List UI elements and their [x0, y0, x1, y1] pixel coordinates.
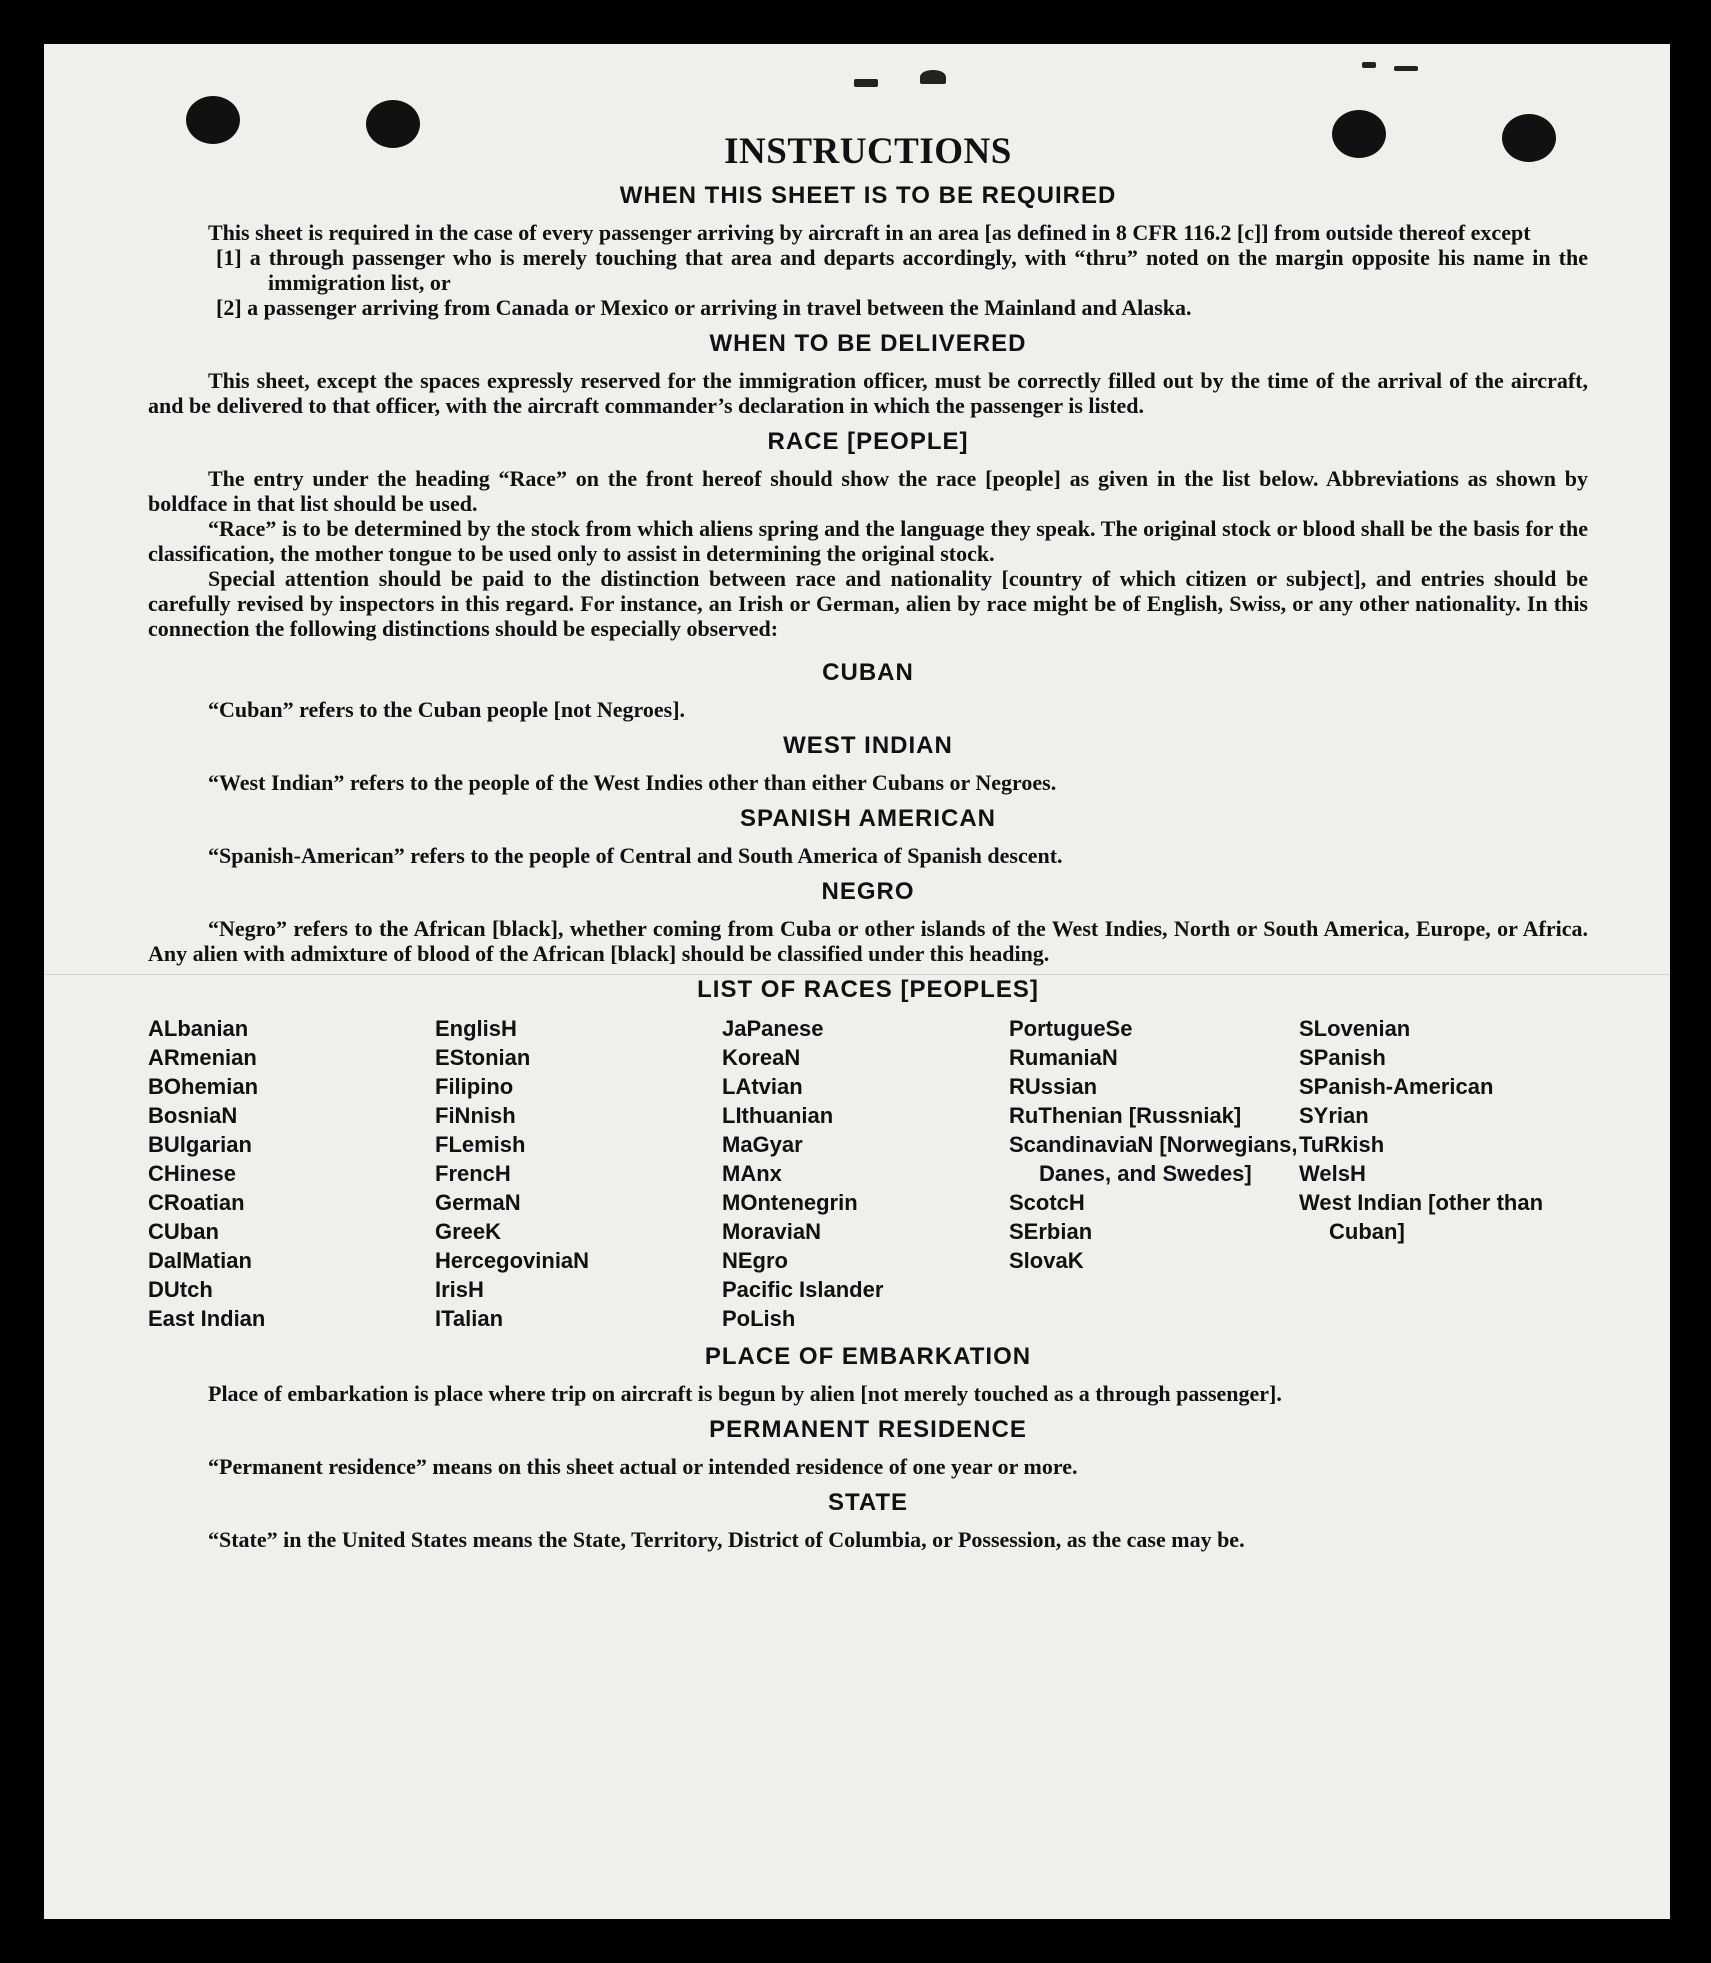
race-column-4 [1009, 1014, 1299, 1333]
race-entry: CUban [148, 1219, 219, 1244]
race-entry: FLemish [435, 1132, 526, 1157]
heading-permanent-residence: PERMANENT RESIDENCE [709, 1416, 1027, 1443]
race-entry: RuThenian [Russniak] [1009, 1103, 1242, 1128]
race-entry: RUssian [1009, 1074, 1098, 1099]
heading-when-delivered: WHEN TO BE DELIVERED [709, 330, 1027, 357]
ink-speck [920, 70, 946, 84]
heading-cuban: CUBAN [822, 659, 914, 686]
race-entry: Filipino [435, 1074, 514, 1099]
race-column-3 [722, 1014, 1009, 1333]
heading-list-of-races: LIST OF RACES [PEOPLES] [697, 976, 1039, 1003]
race-entry: RumaniaN [1009, 1045, 1118, 1070]
negro-text: “Negro” refers to the African [black], whether coming from Cuba or other islands of the West Indies, North or South America, Europe, or Africa. Any alien with admixture of blood of the African [black] should be classified under this heading. [148, 916, 1588, 966]
race-entry: IrisH [435, 1277, 484, 1302]
race-column-2 [435, 1014, 722, 1333]
race-entry: GreeK [435, 1219, 502, 1244]
delivered-text: This sheet, except the spaces expressly reserved for the immigration officer, must be correctly filled out by the time of the arrival of the aircraft, and be delivered to that officer, with the aircraft commander’s declaration in which the passenger is listed. [148, 368, 1588, 418]
race-entry: BOhemian [148, 1074, 259, 1099]
race-entry: PortugueSe [1009, 1016, 1133, 1041]
residence-text: “Permanent residence” means on this sheet actual or intended residence of one year or more. [208, 1454, 1078, 1479]
race-entry: SLovenian [1299, 1016, 1411, 1041]
race-entry: CRoatian [148, 1190, 245, 1215]
cuban-text: “Cuban” refers to the Cuban people [not Negroes]. [208, 697, 686, 722]
page-title: INSTRUCTIONS [724, 131, 1012, 172]
race-entry: West Indian [other than Cuban] [1299, 1190, 1544, 1244]
ink-speck [854, 79, 878, 87]
race-entry: HercegoviniaN [435, 1248, 590, 1273]
race-entry: LIthuanian [722, 1103, 834, 1128]
race-entry: SYrian [1299, 1103, 1369, 1128]
race-paragraph-1: The entry under the heading “Race” on the front hereof should show the race [people] as given in the list below. Abbreviations as shown by boldface in that list should be used. [148, 466, 1588, 516]
document-page [44, 44, 1670, 1919]
race-entry: ARmenian [148, 1045, 257, 1070]
race-entry: NEgro [722, 1248, 788, 1273]
race-entry: MAnx [722, 1161, 782, 1186]
heading-when-required: WHEN THIS SHEET IS TO BE REQUIRED [619, 182, 1117, 209]
race-entry: Pacific Islander [722, 1277, 884, 1302]
race-entry: MaGyar [722, 1132, 803, 1157]
heading-race: RACE [PEOPLE] [767, 428, 969, 455]
race-entry: FiNnish [435, 1103, 516, 1128]
race-entry: DalMatian [148, 1248, 252, 1273]
required-item-2: [2] a passenger arriving from Canada or Mexico or arriving in travel between the Mainland and Alaska. [216, 295, 1192, 320]
race-entry: WelsH [1299, 1161, 1366, 1186]
heading-spanish-american: SPANISH AMERICAN [739, 805, 996, 832]
heading-state: STATE [827, 1489, 909, 1516]
instructions-body [148, 132, 1588, 1552]
race-paragraph-3: Special attention should be paid to the distinction between race and nationality [country of which citizen or subject], and entries should be carefully revised by inspectors in this regard. For instance, an Irish or German, alien by race might be of English, Swiss, or any other nationality. In this connection the following distinctions should be especially observed: [148, 566, 1588, 641]
heading-negro: NEGRO [821, 878, 915, 905]
race-entry: DUtch [148, 1277, 213, 1302]
race-entry: ALbanian [148, 1016, 249, 1041]
required-intro: This sheet is required in the case of every passenger arriving by aircraft in an area [as defined in 8 CFR 116.2 [c]] from outside thereof except [208, 220, 1531, 245]
race-entry: BosniaN [148, 1103, 238, 1128]
ink-speck [1394, 66, 1418, 71]
state-text: “State” in the United States means the State, Territory, District of Columbia, or Possession, as the case may be. [208, 1527, 1245, 1552]
race-entry: PoLish [722, 1306, 796, 1331]
race-entry: JaPanese [722, 1016, 824, 1041]
race-list [148, 1014, 1588, 1333]
race-paragraph-2: “Race” is to be determined by the stock from which aliens spring and the language they speak. The original stock or blood shall be the basis for the classification, the mother tongue to be used only to assist in determining the original stock. [148, 516, 1588, 566]
heading-west-indian: WEST INDIAN [783, 732, 953, 759]
race-entry: GermaN [435, 1190, 521, 1215]
required-item-1: [1] a through passenger who is merely touching that area and departs accordingly, with “thru” noted on the margin opposite his name in the immigration list, or [216, 245, 1588, 295]
race-entry: SErbian [1009, 1219, 1093, 1244]
race-entry: EStonian [435, 1045, 531, 1070]
race-entry: LAtvian [722, 1074, 803, 1099]
race-entry: ITalian [435, 1306, 504, 1331]
race-entry: East Indian [148, 1306, 266, 1331]
race-entry: TuRkish [1299, 1132, 1385, 1157]
race-entry: BUlgarian [148, 1132, 252, 1157]
race-entry: CHinese [148, 1161, 237, 1186]
race-entry: FrencH [435, 1161, 511, 1186]
race-entry: MOntenegrin [722, 1190, 858, 1215]
spanish-american-text: “Spanish-American” refers to the people of Central and South America of Spanish descent. [208, 843, 1063, 868]
west-indian-text: “West Indian” refers to the people of the West Indies other than either Cubans or Negroes. [208, 770, 1057, 795]
race-entry: KoreaN [722, 1045, 801, 1070]
race-entry: ScandinaviaN [Norwegians, Danes, and Swedes] [1009, 1132, 1298, 1186]
race-entry: MoraviaN [722, 1219, 822, 1244]
embarkation-text: Place of embarkation is place where trip on aircraft is begun by alien [not merely touched as a through passenger]. [208, 1381, 1282, 1406]
race-column-5 [1299, 1014, 1588, 1333]
race-entry: ScotcH [1009, 1190, 1085, 1215]
race-column-1 [148, 1014, 435, 1333]
ink-speck [1362, 62, 1376, 68]
heading-place-of-embarkation: PLACE OF EMBARKATION [704, 1343, 1032, 1370]
race-entry: EnglisH [435, 1016, 517, 1041]
race-entry: SPanish [1299, 1045, 1386, 1070]
race-entry: SlovaK [1009, 1248, 1084, 1273]
race-entry: SPanish-American [1299, 1074, 1494, 1099]
